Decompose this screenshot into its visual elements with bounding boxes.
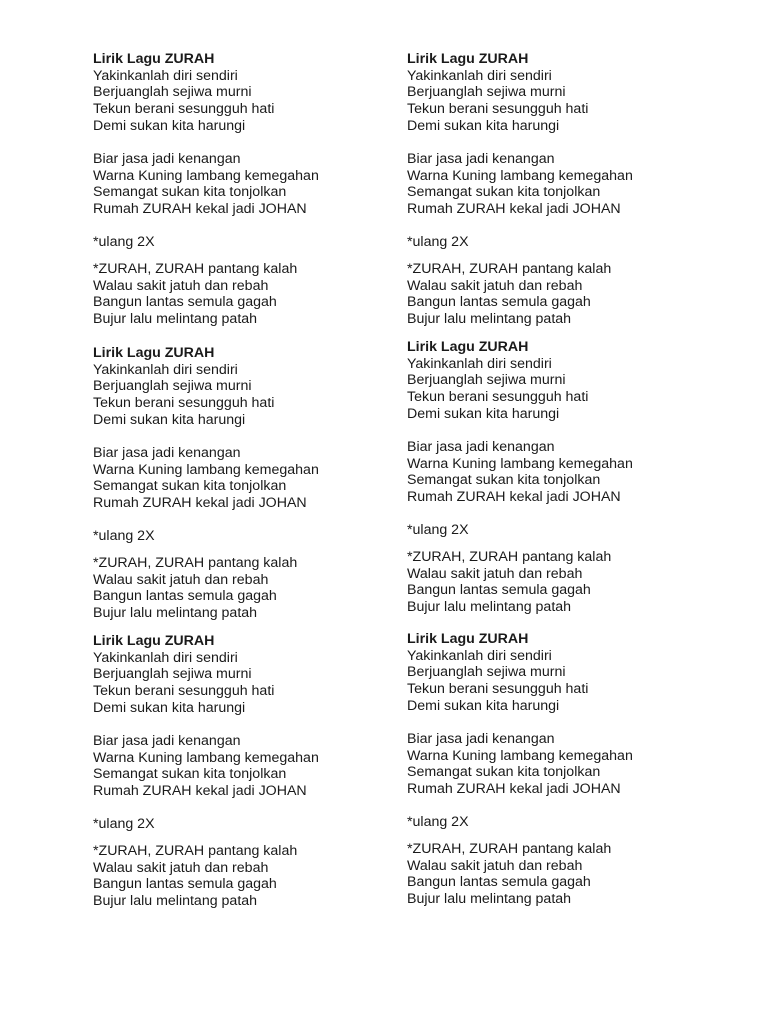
- verse2-line: Semangat sukan kita tonjolkan: [407, 472, 601, 489]
- chorus-line: Walau sakit jatuh dan rebah: [407, 277, 583, 294]
- verse2-line: Rumah ZURAH kekal jadi JOHAN: [407, 781, 621, 797]
- verse2-line: Rumah ZURAH kekal jadi JOHAN: [93, 783, 307, 799]
- verse1-line: Yakinkanlah diri sendiri: [93, 361, 238, 378]
- chorus-line: *ZURAH, ZURAH pantang kalah: [93, 260, 298, 277]
- lyric-block: [93, 633, 393, 910]
- chorus-line: *ZURAH, ZURAH pantang kalah: [93, 554, 298, 571]
- chorus-line: *ZURAH, ZURAH pantang kalah: [407, 840, 612, 857]
- verse1-line: Demi sukan kita harungi: [407, 697, 560, 714]
- verse2-line: Biar jasa jadi kenangan: [93, 444, 241, 461]
- verse1-line: Berjuanglah sejiwa murni: [407, 372, 566, 389]
- verse2-line: Warna Kuning lambang kemegahan: [93, 749, 319, 766]
- verse1-line: Demi sukan kita harungi: [93, 411, 246, 428]
- repeat-note: *ulang 2X: [93, 234, 155, 251]
- verse2-line: Semangat sukan kita tonjolkan: [93, 478, 287, 495]
- chorus-line: Bujur lalu melintang patah: [407, 310, 572, 327]
- chorus-line: Bujur lalu melintang patah: [407, 598, 572, 615]
- chorus-line: Walau sakit jatuh dan rebah: [93, 859, 269, 876]
- verse1-line: Tekun berani sesungguh hati: [407, 389, 589, 406]
- verse2-line: Semangat sukan kita tonjolkan: [93, 184, 287, 201]
- chorus-line: Bangun lantas semula gagah: [407, 874, 591, 891]
- verse1-line: Tekun berani sesungguh hati: [407, 101, 589, 118]
- lyric-title: Lirik Lagu ZURAH: [407, 631, 529, 647]
- verse2-line: Biar jasa jadi kenangan: [407, 150, 555, 167]
- verse2-line: Warna Kuning lambang kemegahan: [407, 455, 633, 472]
- verse1-line: Berjuanglah sejiwa murni: [93, 666, 252, 683]
- verse2-line: Rumah ZURAH kekal jadi JOHAN: [93, 495, 307, 511]
- chorus-line: Bangun lantas semula gagah: [407, 294, 591, 311]
- lyric-title: Lirik Lagu ZURAH: [407, 339, 529, 355]
- repeat-note: *ulang 2X: [93, 528, 155, 545]
- lyric-block: [93, 345, 393, 622]
- verse1-line: Berjuanglah sejiwa murni: [407, 84, 566, 101]
- chorus-line: Bujur lalu melintang patah: [93, 310, 258, 327]
- verse1-line: Yakinkanlah diri sendiri: [407, 355, 552, 372]
- chorus-line: Walau sakit jatuh dan rebah: [407, 565, 583, 582]
- verse2-line: Rumah ZURAH kekal jadi JOHAN: [407, 489, 621, 505]
- lyric-block: [407, 51, 707, 328]
- repeat-note: *ulang 2X: [407, 234, 469, 251]
- chorus-line: Walau sakit jatuh dan rebah: [93, 571, 269, 588]
- chorus-line: Bujur lalu melintang patah: [93, 604, 258, 621]
- chorus-line: Walau sakit jatuh dan rebah: [93, 277, 269, 294]
- verse2-line: Rumah ZURAH kekal jadi JOHAN: [407, 201, 621, 217]
- verse2-line: Semangat sukan kita tonjolkan: [407, 184, 601, 201]
- verse2-line: Biar jasa jadi kenangan: [407, 730, 555, 747]
- verse1-line: Berjuanglah sejiwa murni: [407, 664, 566, 681]
- verse1-line: Demi sukan kita harungi: [93, 117, 246, 134]
- repeat-note: *ulang 2X: [407, 814, 469, 831]
- lyric-block: [407, 631, 707, 908]
- repeat-note: *ulang 2X: [93, 816, 155, 833]
- verse2-line: Warna Kuning lambang kemegahan: [407, 747, 633, 764]
- chorus-line: Bangun lantas semula gagah: [93, 294, 277, 311]
- verse1-line: Tekun berani sesungguh hati: [93, 395, 275, 412]
- verse2-line: Warna Kuning lambang kemegahan: [93, 167, 319, 184]
- chorus-line: Bangun lantas semula gagah: [407, 582, 591, 599]
- verse2-line: Warna Kuning lambang kemegahan: [407, 167, 633, 184]
- repeat-note: *ulang 2X: [407, 522, 469, 539]
- lyric-block: [407, 339, 707, 616]
- verse1-line: Berjuanglah sejiwa murni: [93, 378, 252, 395]
- verse1-line: Yakinkanlah diri sendiri: [93, 67, 238, 84]
- chorus-line: Bujur lalu melintang patah: [407, 890, 572, 907]
- lyric-title: Lirik Lagu ZURAH: [93, 633, 215, 649]
- verse2-line: Semangat sukan kita tonjolkan: [407, 764, 601, 781]
- verse2-line: Biar jasa jadi kenangan: [93, 732, 241, 749]
- chorus-line: Bangun lantas semula gagah: [93, 876, 277, 893]
- chorus-line: Bangun lantas semula gagah: [93, 588, 277, 605]
- verse1-line: Yakinkanlah diri sendiri: [407, 647, 552, 664]
- verse2-line: Semangat sukan kita tonjolkan: [93, 766, 287, 783]
- verse1-line: Yakinkanlah diri sendiri: [93, 649, 238, 666]
- verse1-line: Demi sukan kita harungi: [93, 699, 246, 716]
- lyric-block: [93, 51, 393, 328]
- verse2-line: Warna Kuning lambang kemegahan: [93, 461, 319, 478]
- verse1-line: Yakinkanlah diri sendiri: [407, 67, 552, 84]
- chorus-line: Walau sakit jatuh dan rebah: [407, 857, 583, 874]
- chorus-line: *ZURAH, ZURAH pantang kalah: [93, 842, 298, 859]
- lyric-title: Lirik Lagu ZURAH: [93, 51, 215, 67]
- verse1-line: Tekun berani sesungguh hati: [93, 101, 275, 118]
- verse1-line: Tekun berani sesungguh hati: [407, 681, 589, 698]
- chorus-line: Bujur lalu melintang patah: [93, 892, 258, 909]
- verse1-line: Demi sukan kita harungi: [407, 405, 560, 422]
- lyric-title: Lirik Lagu ZURAH: [407, 51, 529, 67]
- lyric-title: Lirik Lagu ZURAH: [93, 345, 215, 361]
- verse1-line: Berjuanglah sejiwa murni: [93, 84, 252, 101]
- verse2-line: Biar jasa jadi kenangan: [93, 150, 241, 167]
- verse1-line: Tekun berani sesungguh hati: [93, 683, 275, 700]
- chorus-line: *ZURAH, ZURAH pantang kalah: [407, 548, 612, 565]
- verse2-line: Biar jasa jadi kenangan: [407, 438, 555, 455]
- chorus-line: *ZURAH, ZURAH pantang kalah: [407, 260, 612, 277]
- verse1-line: Demi sukan kita harungi: [407, 117, 560, 134]
- verse2-line: Rumah ZURAH kekal jadi JOHAN: [93, 201, 307, 217]
